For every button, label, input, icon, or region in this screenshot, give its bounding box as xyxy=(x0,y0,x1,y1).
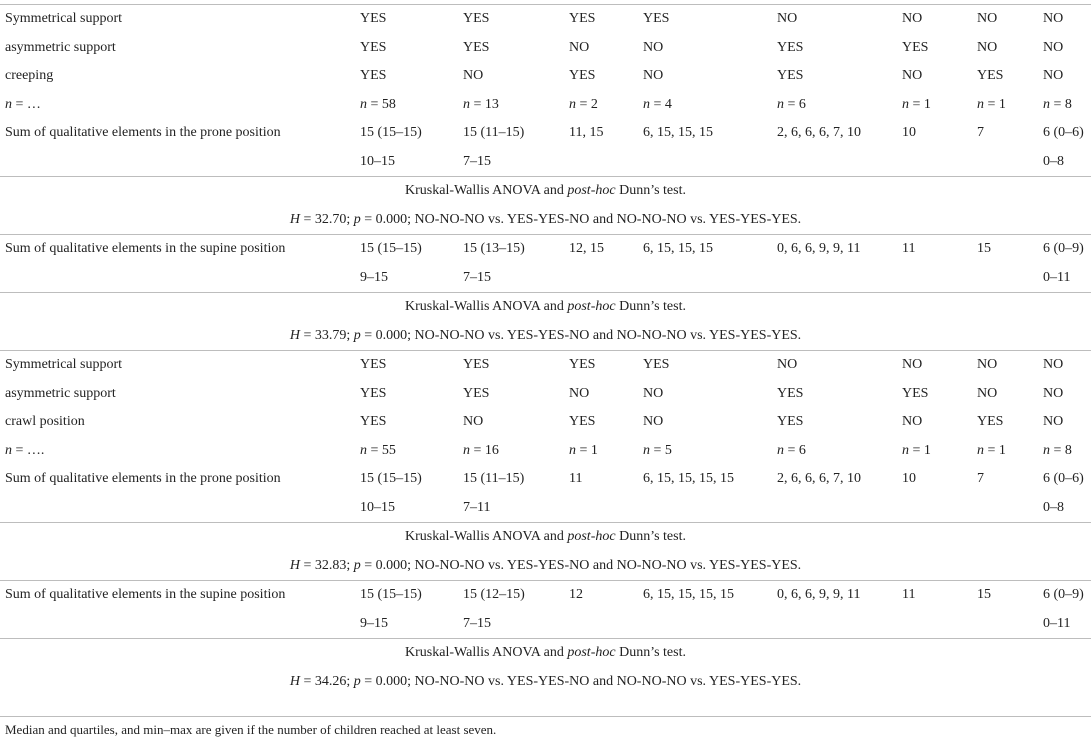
test-name xyxy=(0,177,1091,206)
table-cell: NO xyxy=(1038,351,1091,380)
table-cell: NO xyxy=(463,68,484,83)
n-variable: n xyxy=(902,442,909,458)
table-cell: YES xyxy=(355,5,458,34)
range-cell: 0–11 xyxy=(1043,269,1071,285)
range-cell: 9–15 xyxy=(360,269,388,285)
p-value-comparisons: = 0.000; NO-NO-NO vs. YES-YES-NO and NO-NO-NO vs. YES-YES-YES. xyxy=(360,673,802,689)
h-variable: H xyxy=(289,557,300,573)
n-variable: n xyxy=(569,96,576,112)
table-cell: YES xyxy=(777,385,804,401)
test-text-italic: post-hoc xyxy=(567,183,616,198)
range-cell xyxy=(638,148,772,177)
n-cell xyxy=(897,437,972,466)
test-result-row xyxy=(0,206,1091,235)
n-cell xyxy=(972,437,1038,466)
table-cell: YES xyxy=(564,351,638,380)
table-cell: NO xyxy=(772,351,897,380)
range-cell xyxy=(772,264,897,293)
asymmetric-support-row xyxy=(0,380,1091,409)
table-cell: 6 (0–9) xyxy=(1038,235,1091,264)
n-value: = 1 xyxy=(984,442,1006,458)
results-table xyxy=(0,4,1091,696)
test-text: Kruskal-Wallis ANOVA and xyxy=(405,645,568,660)
table-cell: 15 (11–15) xyxy=(463,471,525,486)
table-cell: 11 xyxy=(897,235,972,264)
supine-sum-row xyxy=(0,235,1091,264)
n-cell xyxy=(638,91,772,120)
row-label: asymmetric support xyxy=(5,39,116,55)
table-cell: 11 xyxy=(569,471,583,486)
n-value: = 1 xyxy=(909,96,931,112)
table-cell: 15 (13–15) xyxy=(458,235,564,264)
table-cell: 0, 6, 6, 9, 9, 11 xyxy=(772,581,897,610)
row-label: Sum of qualitative elements in the prone position xyxy=(5,125,281,140)
table-cell: 11, 15 xyxy=(569,125,604,140)
row-label: asymmetric support xyxy=(5,385,116,401)
n-cell xyxy=(564,91,638,120)
range-cell xyxy=(564,148,638,177)
n-value: = 58 xyxy=(367,96,396,112)
range-cell xyxy=(772,610,897,639)
row-label-empty xyxy=(0,148,355,177)
table-cell: 12 xyxy=(564,581,638,610)
table-cell: YES xyxy=(569,414,596,429)
row-label: Sum of qualitative elements in the prone position xyxy=(5,471,281,486)
n-value: = 5 xyxy=(650,442,672,458)
n-cell xyxy=(355,91,458,120)
test-text-italic: post-hoc xyxy=(567,299,616,314)
n-cell xyxy=(1038,437,1091,466)
h-variable: H xyxy=(289,211,300,227)
range-row xyxy=(0,264,1091,293)
prone-sum-row xyxy=(0,465,1091,494)
test-result-row xyxy=(0,552,1091,581)
table-cell: YES xyxy=(902,39,929,55)
table-cell: NO xyxy=(643,39,664,55)
table-cell: 6 (0–9) xyxy=(1038,581,1091,610)
table-cell: 6 (0–6) xyxy=(1043,471,1084,486)
table-cell: NO xyxy=(569,385,590,401)
n-value: = 6 xyxy=(784,96,806,112)
test-name-row xyxy=(0,523,1091,552)
symmetrical-support-row xyxy=(0,5,1091,34)
p-value-comparisons: = 0.000; NO-NO-NO vs. YES-YES-NO and NO-NO-NO vs. YES-YES-YES. xyxy=(360,211,802,227)
n-variable: n xyxy=(5,96,12,112)
n-cell xyxy=(355,437,458,466)
row-label-empty xyxy=(0,610,355,639)
table-cell: NO xyxy=(463,414,484,429)
table-cell: 11 xyxy=(897,581,972,610)
table-cell: YES xyxy=(355,351,458,380)
table-cell: YES xyxy=(360,39,387,55)
range-cell xyxy=(564,610,638,639)
table-cell: 15 (12–15) xyxy=(458,581,564,610)
table-cell: YES xyxy=(564,5,638,34)
n-value: = 16 xyxy=(470,442,499,458)
range-cell: 7–15 xyxy=(463,269,491,285)
test-text: Kruskal-Wallis ANOVA and xyxy=(405,529,568,544)
test-text: Kruskal-Wallis ANOVA and xyxy=(405,183,568,198)
range-cell: 0–11 xyxy=(1043,615,1071,631)
test-text: Kruskal-Wallis ANOVA and xyxy=(405,299,568,314)
asymmetric-support-row xyxy=(0,34,1091,63)
h-variable: H xyxy=(289,673,300,689)
n-value: = 4 xyxy=(650,96,672,112)
table-cell: YES xyxy=(777,414,804,429)
table-cell: YES xyxy=(360,68,387,83)
n-label-rest: = … xyxy=(12,96,41,112)
table-cell: YES xyxy=(638,351,772,380)
locomotion-mode-row xyxy=(0,408,1091,437)
table-cell: NO xyxy=(972,351,1038,380)
test-result xyxy=(0,322,1091,351)
row-label: Sum of qualitative elements in the supine position xyxy=(0,235,355,264)
range-row xyxy=(0,494,1091,523)
h-value: = 32.83; xyxy=(299,557,354,573)
test-name xyxy=(0,293,1091,322)
n-variable: n xyxy=(643,442,650,458)
n-cell xyxy=(458,91,564,120)
table-cell: 15 xyxy=(972,581,1038,610)
row-label: Symmetrical support xyxy=(0,351,355,380)
range-cell xyxy=(972,264,1038,293)
table-cell: NO xyxy=(902,414,923,429)
range-cell xyxy=(564,264,638,293)
n-variable: n xyxy=(463,442,470,458)
n-variable: n xyxy=(902,96,909,112)
test-result-row xyxy=(0,668,1091,697)
n-value: = 55 xyxy=(367,442,396,458)
range-cell: 10–15 xyxy=(360,499,395,515)
test-name-row xyxy=(0,293,1091,322)
test-name xyxy=(0,523,1091,552)
range-cell xyxy=(897,610,972,639)
table-cell: 6, 15, 15, 15 xyxy=(638,235,772,264)
n-value: = 13 xyxy=(470,96,499,112)
table-cell: NO xyxy=(897,5,972,34)
p-value-comparisons: = 0.000; NO-NO-NO vs. YES-YES-NO and NO-NO-NO vs. YES-YES-YES. xyxy=(360,327,802,343)
table-cell: 6, 15, 15, 15 xyxy=(643,125,713,140)
p-variable: p xyxy=(353,211,361,227)
table-cell: NO xyxy=(1043,385,1064,401)
table-cell: NO xyxy=(1043,39,1064,55)
h-value: = 34.26; xyxy=(299,673,354,689)
table-cell: 15 (15–15) xyxy=(360,125,422,140)
range-cell xyxy=(972,494,1038,523)
table-cell: 7 xyxy=(977,125,984,140)
n-cell xyxy=(897,91,972,120)
row-label xyxy=(0,91,355,120)
table-cell: 7 xyxy=(977,471,984,486)
table-cell: 6, 15, 15, 15, 15 xyxy=(643,471,734,486)
n-variable: n xyxy=(5,442,12,458)
test-text-italic: post-hoc xyxy=(567,529,616,544)
table-cell: 0, 6, 6, 9, 9, 11 xyxy=(772,235,897,264)
table-cell: 15 xyxy=(972,235,1038,264)
n-value: = 6 xyxy=(784,442,806,458)
test-result xyxy=(0,552,1091,581)
n-cell xyxy=(772,437,897,466)
n-variable: n xyxy=(569,442,576,458)
locomotion-mode-row xyxy=(0,62,1091,91)
range-cell: 0–8 xyxy=(1043,153,1064,169)
n-value: = 8 xyxy=(1050,96,1072,112)
table-cell: YES xyxy=(777,39,804,55)
n-value: = 1 xyxy=(909,442,931,458)
supine-sum-row xyxy=(0,581,1091,610)
n-value: = 1 xyxy=(984,96,1006,112)
row-label: Symmetrical support xyxy=(0,5,355,34)
n-label-rest: = …. xyxy=(12,442,45,458)
n-cell xyxy=(564,437,638,466)
n-variable: n xyxy=(643,96,650,112)
test-text: Dunn’s test. xyxy=(615,183,686,198)
range-cell xyxy=(897,148,972,177)
n-value: = 1 xyxy=(576,442,598,458)
p-value-comparisons: = 0.000; NO-NO-NO vs. YES-YES-NO and NO-NO-NO vs. YES-YES-YES. xyxy=(360,557,802,573)
table-cell: 12, 15 xyxy=(564,235,638,264)
n-value: = 8 xyxy=(1050,442,1072,458)
range-cell xyxy=(972,610,1038,639)
range-cell xyxy=(638,264,772,293)
range-row xyxy=(0,610,1091,639)
table-cell: NO xyxy=(977,39,998,55)
table-cell: NO xyxy=(1043,414,1064,429)
range-row xyxy=(0,148,1091,177)
n-variable: n xyxy=(360,442,367,458)
symmetrical-support-row xyxy=(0,351,1091,380)
table-cell: NO xyxy=(902,68,923,83)
n-variable: n xyxy=(1043,96,1050,112)
n-cell xyxy=(1038,91,1091,120)
range-cell xyxy=(564,494,638,523)
n-variable: n xyxy=(463,96,470,112)
n-variable: n xyxy=(777,442,784,458)
table-cell: YES xyxy=(569,68,596,83)
n-value: = 2 xyxy=(576,96,598,112)
range-cell: 7–15 xyxy=(463,153,491,169)
row-label-empty xyxy=(0,494,355,523)
table-cell: NO xyxy=(1043,68,1064,83)
n-variable: n xyxy=(777,96,784,112)
range-cell: 0–8 xyxy=(1043,499,1064,515)
n-variable: n xyxy=(977,442,984,458)
table-cell: YES xyxy=(458,5,564,34)
table-cell: NO xyxy=(1038,5,1091,34)
row-label: crawl position xyxy=(5,414,85,429)
table-cell: NO xyxy=(897,351,972,380)
table-cell: 6 (0–6) xyxy=(1043,125,1084,140)
table-cell: 15 (15–15) xyxy=(355,235,458,264)
n-variable: n xyxy=(977,96,984,112)
range-cell: 9–15 xyxy=(360,615,388,631)
p-variable: p xyxy=(353,557,361,573)
range-cell xyxy=(638,610,772,639)
table-cell: YES xyxy=(638,5,772,34)
table-cell: 10 xyxy=(902,125,916,140)
table-cell: NO xyxy=(972,5,1038,34)
test-text: Dunn’s test. xyxy=(615,529,686,544)
test-text: Dunn’s test. xyxy=(615,645,686,660)
table-cell: YES xyxy=(977,68,1004,83)
table-cell: 15 (11–15) xyxy=(463,125,525,140)
range-cell xyxy=(772,494,897,523)
n-row xyxy=(0,91,1091,120)
test-text-italic: post-hoc xyxy=(567,645,616,660)
range-cell xyxy=(897,264,972,293)
h-value: = 33.79; xyxy=(299,327,354,343)
range-cell: 10–15 xyxy=(360,153,395,169)
row-label-empty xyxy=(0,264,355,293)
table-cell: 15 (15–15) xyxy=(355,581,458,610)
range-cell: 7–11 xyxy=(463,499,491,515)
range-cell: 7–15 xyxy=(463,615,491,631)
results-table-body xyxy=(0,5,1091,697)
range-cell xyxy=(972,148,1038,177)
test-text: Dunn’s test. xyxy=(615,299,686,314)
table-cell: YES xyxy=(360,385,387,401)
n-variable: n xyxy=(1043,442,1050,458)
row-label: Sum of qualitative elements in the supine position xyxy=(0,581,355,610)
table-cell: YES xyxy=(458,351,564,380)
table-cell: 6, 15, 15, 15, 15 xyxy=(638,581,772,610)
test-name xyxy=(0,639,1091,668)
table-cell: YES xyxy=(977,414,1004,429)
prone-sum-row xyxy=(0,119,1091,148)
n-cell xyxy=(972,91,1038,120)
test-name-row xyxy=(0,177,1091,206)
table-cell: NO xyxy=(643,68,664,83)
table-cell: NO xyxy=(643,385,664,401)
row-label: creeping xyxy=(5,68,54,83)
test-result xyxy=(0,206,1091,235)
table-cell: YES xyxy=(777,68,804,83)
table-footnote: Median and quartiles, and min–max are given if the number of children reached at least seven. xyxy=(5,722,497,737)
n-cell xyxy=(772,91,897,120)
table-cell: YES xyxy=(463,385,490,401)
range-cell xyxy=(772,148,897,177)
test-result xyxy=(0,668,1091,697)
range-cell xyxy=(897,494,972,523)
n-cell xyxy=(458,437,564,466)
n-variable: n xyxy=(360,96,367,112)
n-row xyxy=(0,437,1091,466)
table-cell: NO xyxy=(569,39,590,55)
range-cell xyxy=(638,494,772,523)
table-cell: NO xyxy=(977,385,998,401)
n-cell xyxy=(638,437,772,466)
table-cell: YES xyxy=(360,414,387,429)
footer-divider xyxy=(0,716,1091,717)
table-cell: YES xyxy=(902,385,929,401)
table-cell: NO xyxy=(643,414,664,429)
table-cell: 2, 6, 6, 6, 7, 10 xyxy=(777,471,861,486)
h-value: = 32.70; xyxy=(299,211,354,227)
table-cell: 10 xyxy=(902,471,916,486)
p-variable: p xyxy=(353,673,361,689)
row-label xyxy=(0,437,355,466)
table-cell: 15 (15–15) xyxy=(360,471,422,486)
p-variable: p xyxy=(353,327,361,343)
h-variable: H xyxy=(289,327,300,343)
table-cell: YES xyxy=(463,39,490,55)
table-cell: NO xyxy=(772,5,897,34)
table-cell: 2, 6, 6, 6, 7, 10 xyxy=(777,125,861,140)
test-result-row xyxy=(0,322,1091,351)
test-name-row xyxy=(0,639,1091,668)
